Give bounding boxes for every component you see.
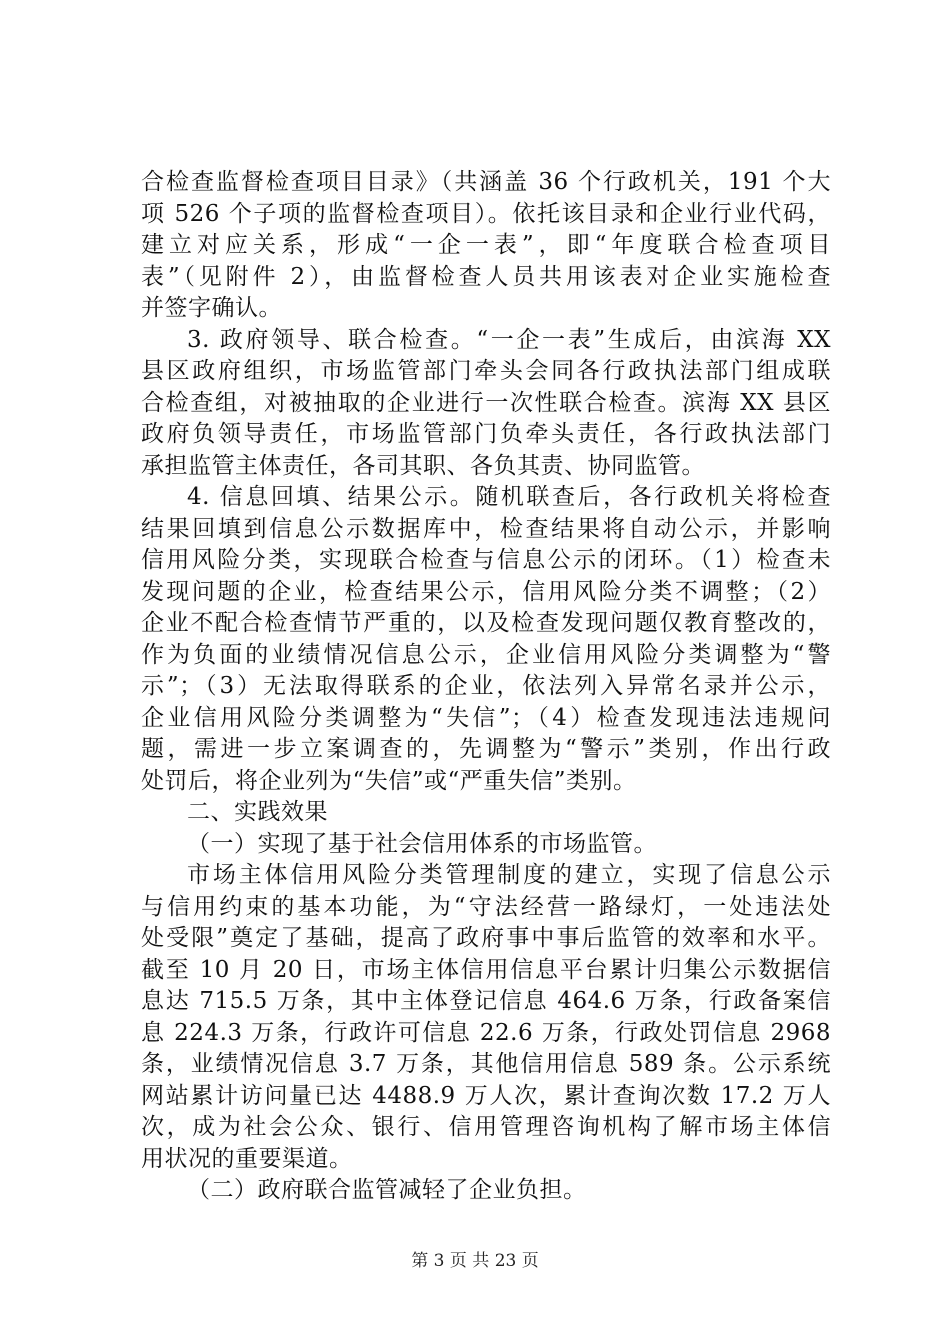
- text-line: 示”；（3）无法取得联系的企业，依法列入异常名录并公示，: [141, 673, 831, 699]
- text-line: 3. 政府领导、联合检查。“一企一表”生成后，由滨海 XX: [187, 326, 831, 353]
- text-line: 作为负面的业绩情况信息公示，企业信用风险分类调整为“警: [141, 641, 831, 668]
- text-line: 截至 10 月 20 日，市场主体信用信息平台累计归集公示数据信: [141, 956, 831, 983]
- subsection-heading: （二）政府联合监管减轻了企业负担。: [187, 1177, 587, 1203]
- text-line: 承担监管主体责任，各司其职、各负其责、协同监管。: [141, 452, 705, 479]
- text-line: 合检查组，对被抽取的企业进行一次性联合检查。滨海 XX 县区: [141, 389, 831, 416]
- text-line: 合检查监督检查项目目录》（共涵盖 36 个行政机关，191 个大: [141, 169, 831, 195]
- text-line: 息达 715.5 万条，其中主体登记信息 464.6 万条，行政备案信: [141, 988, 831, 1014]
- text-line: 市场主体信用风险分类管理制度的建立，实现了信息公示: [187, 862, 831, 888]
- text-line: 条，业绩情况信息 3.7 万条，其他信用信息 589 条。公示系统: [141, 1051, 831, 1077]
- text-line: 题，需进一步立案调查的，先调整为“警示”类别，作出行政: [141, 736, 831, 762]
- text-line: 网站累计访问量已达 4488.9 万人次，累计查询次数 17.2 万人: [141, 1082, 831, 1109]
- text-line: 建立对应关系，形成“一企一表”，即“年度联合检查项目: [141, 232, 831, 258]
- text-line: 企业不配合检查情节严重的，以及检查发现问题仅教育整改的，: [141, 610, 831, 636]
- section-heading: 二、实践效果: [187, 799, 328, 825]
- text-line: 信用风险分类，实现联合检查与信息公示的闭环。（1）检查未: [141, 547, 831, 573]
- text-line: 4. 信息回填、结果公示。随机联查后，各行政机关将检查: [187, 484, 831, 510]
- page-footer: 第 3 页 共 23 页: [411, 1251, 539, 1271]
- text-line: 处罚后，将企业列为“失信”或“严重失信”类别。: [141, 767, 637, 794]
- text-line: 政府负领导责任，市场监管部门负牵头责任，各行政执法部门: [141, 421, 831, 447]
- text-line: 表”（见附件 2），由监督检查人员共用该表对企业实施检查: [141, 263, 831, 290]
- text-line: 结果回填到信息公示数据库中，检查结果将自动公示，并影响: [141, 515, 831, 542]
- text-line: 用状况的重要渠道。: [141, 1145, 353, 1172]
- text-line: 并签字确认。: [141, 295, 282, 321]
- document-body: [141, 167, 831, 1207]
- text-line: 项 526 个子项的监督检查项目）。依托该目录和企业行业代码，: [141, 200, 831, 227]
- text-line: 与信用约束的基本功能，为“守法经营一路绿灯，一处违法处: [141, 893, 831, 920]
- text-line: 县区政府组织，市场监管部门牵头会同各行政执法部门组成联: [141, 358, 831, 384]
- subsection-heading: （一）实现了基于社会信用体系的市场监管。: [187, 830, 657, 857]
- text-line: 处受限”奠定了基础，提高了政府事中事后监管的效率和水平。: [141, 925, 831, 951]
- text-line: 发现问题的企业，检查结果公示，信用风险分类不调整；（2）: [141, 578, 831, 605]
- text-line: 企业信用风险分类调整为“失信”；（4）检查发现违法违规问: [141, 704, 831, 731]
- text-line: 息 224.3 万条，行政许可信息 22.6 万条，行政处罚信息 2968: [141, 1019, 831, 1046]
- text-line: 次，成为社会公众、银行、信用管理咨询机构了解市场主体信: [141, 1114, 831, 1140]
